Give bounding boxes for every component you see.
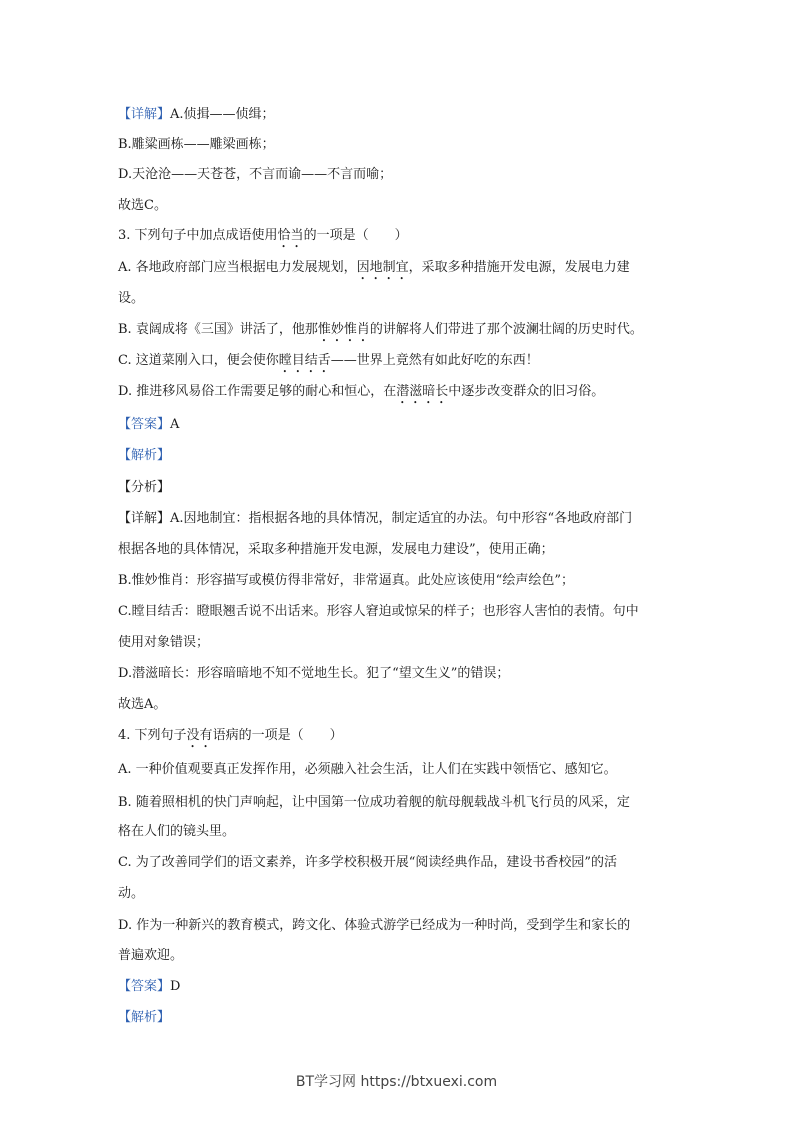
question-3-option-a-cont: 设。 — [118, 291, 145, 306]
question-3-stem: 3. 下列句子中加点成语使用恰当的一项是（ ） — [118, 228, 408, 243]
question-4-option-b-cont: 格在人们的镜头里。 — [118, 824, 236, 839]
question-4-stem: 4. 下列句子没有语病的一项是（ ） — [118, 728, 343, 743]
question-4-option-c: C. 为了改善同学们的语文素养，许多学校积极开展“阅读经典作品，建设书香校园”的活 — [118, 855, 618, 870]
fenxi-heading: 【分析】 — [118, 480, 171, 495]
question-4-option-b: B. 随着照相机的快门声响起，让中国第一位成功着舰的航母舰载战斗机飞行员的风采，定 — [118, 795, 630, 810]
detail-line: 【详解】A.因地制宜：指根据各地的具体情况，制定适宜的办法。句中形容“各地政府部门 — [118, 511, 633, 526]
detail-line: C.瞠目结舌：瞪眼翘舌说不出话来。形容人窘迫或惊呆的样子；也形容人害怕的表情。句中 — [118, 604, 639, 619]
detail-line: 故选A。 — [118, 697, 167, 712]
question-3-option-a: A. 各地政府部门应当根据电力发展规划，因地制宜，采取多种措施开发电源，发展电力建 — [118, 260, 630, 275]
detail-line: 根据各地的具体情况，采取多种措施开发电源，发展电力建设”，使用正确； — [118, 542, 554, 557]
question-3-option-b: B. 袁阔成将《三国》讲活了，他那惟妙惟肖的讲解将人们带进了那个波澜壮阔的历史时代。 — [118, 322, 643, 337]
explanation-line: D.天沧沧——天苍苍，不言而谕——不言而喻； — [118, 167, 393, 182]
question-4-option-d-cont: 普遍欢迎。 — [118, 948, 184, 963]
question-4-option-a: A. 一种价值观要真正发挥作用，必须融入社会生活，让人们在实践中领悟它、感知它。 — [118, 762, 617, 777]
analysis-heading: 【解析】 — [118, 448, 171, 463]
question-3-option-c: C. 这道菜刚入口，便会使你瞠目结舌——世界上竟然有如此好吃的东西！ — [118, 353, 539, 368]
question-4-option-d: D. 作为一种新兴的教育模式，跨文化、体验式游学已经成为一种时尚，受到学生和家长的 — [118, 918, 631, 933]
explanation-line: 【详解】A.侦揖——侦缉； — [118, 107, 275, 122]
answer-line: 【答案】D — [118, 979, 181, 994]
explanation-line: B.雕粱画栋——雕梁画栋； — [118, 137, 275, 152]
detail-line: 使用对象错误； — [118, 635, 210, 650]
detail-line: B.惟妙惟肖：形容描写或模仿得非常好，非常逼真。此处应该使用“绘声绘色”； — [118, 573, 574, 588]
detail-line: D.潜滋暗长：形容暗暗地不知不觉地生长。犯了“望文生义”的错误； — [118, 666, 510, 681]
question-3-option-d: D. 推进移风易俗工作需要足够的耐心和恒心，在潜滋暗长中逐步改变群众的旧习俗。 — [118, 384, 605, 399]
question-4-option-c-cont: 动。 — [118, 886, 145, 901]
detail-tag: 【详解】 — [118, 107, 171, 122]
explanation-line: 故选C。 — [118, 198, 167, 213]
site-watermark-footer: BT学习网 https://btxuexi.com — [295, 1074, 498, 1090]
answer-line: 【答案】A — [118, 417, 180, 432]
analysis-heading: 【解析】 — [118, 1010, 171, 1025]
